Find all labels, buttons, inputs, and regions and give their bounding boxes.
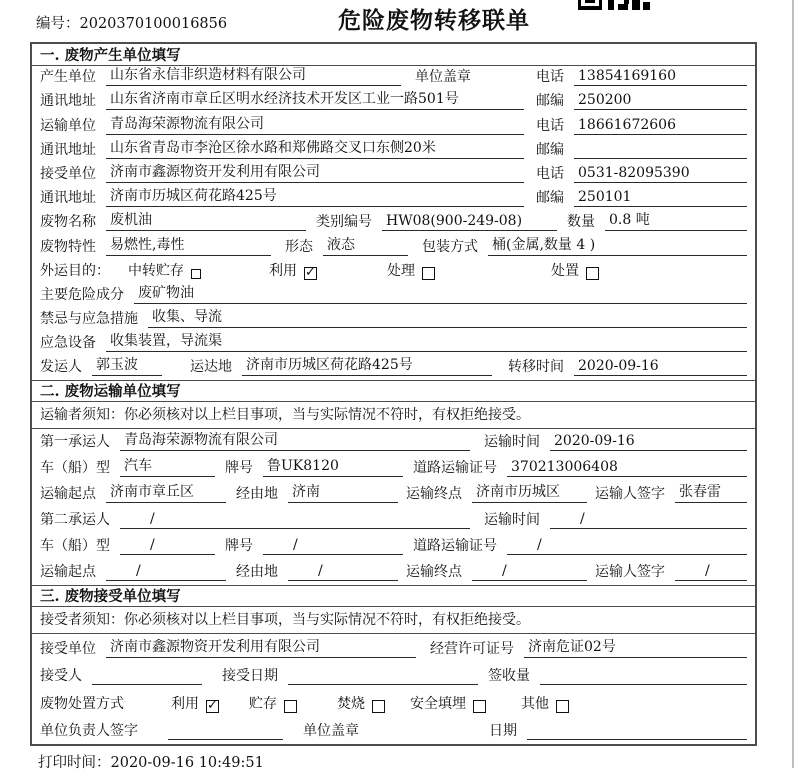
producer-address-left <box>40 88 536 110</box>
transporter-address-label: 通讯地址 <box>40 141 96 158</box>
acceptor-row <box>32 662 755 690</box>
disposal-option-landfill <box>410 693 486 713</box>
transporter-left <box>40 113 536 135</box>
disposal-option-utilize <box>171 693 219 713</box>
page-edge-line <box>792 0 794 768</box>
disposal-option-other-checkbox[interactable] <box>556 700 569 713</box>
carrier1-label: 第一承运人 <box>40 434 110 451</box>
license-label: 经营许可证号 <box>430 640 514 657</box>
purpose-row <box>32 260 755 284</box>
receiver-row <box>32 163 755 187</box>
shipper-time-label: 转移时间 <box>508 359 564 376</box>
vehicle1-row <box>32 455 755 481</box>
accept-unit-row <box>32 634 755 662</box>
transporter-phone-label: 电话 <box>536 117 564 134</box>
vehicle2-label: 车（船）型 <box>40 538 110 555</box>
section1-body <box>32 66 755 380</box>
section3-header: 三. 废物接受单位填写 <box>32 585 755 607</box>
responsible-signature-value <box>168 723 283 740</box>
serial-value: 2020370100016856 <box>79 16 228 32</box>
purpose-option-utilize <box>269 260 317 280</box>
accept-unit-value: 济南市鑫源物资开发利用有限公司 <box>106 636 416 658</box>
disposal-option-incinerate-checkbox[interactable] <box>372 700 385 713</box>
producer-phone-value: 13854169160 <box>574 68 747 86</box>
print-time <box>38 751 264 772</box>
transporter-value: 青岛海荣源物流有限公司 <box>106 113 524 135</box>
section1-header: 一. 废物产生单位填写 <box>32 44 755 66</box>
route1-start-label: 运输起点 <box>40 486 96 503</box>
carrier1-time-value: 2020-09-16 <box>550 433 747 451</box>
disposal-option-store-checkbox[interactable] <box>284 700 297 713</box>
transfer-form <box>30 42 757 746</box>
section3-body <box>32 607 755 744</box>
waste-traits-value: 易燃性,毒性 <box>106 234 271 256</box>
vehicle2-value: / <box>120 537 215 555</box>
route2-start-label: 运输起点 <box>40 564 96 581</box>
purpose-option-treat-label: 处理 <box>387 262 415 279</box>
waste-quantity-value: 0.8 吨 <box>605 209 747 231</box>
unit-stamp-label: 单位盖章 <box>303 723 359 740</box>
purpose-option-transfer-storage-label: 中转贮存 <box>128 262 184 279</box>
waste-category-label: 类别编号 <box>316 214 372 231</box>
receiver-zip-value: 250101 <box>574 189 747 207</box>
receiver-address-right <box>536 187 747 207</box>
route1-end-label: 运输终点 <box>406 486 462 503</box>
purpose-option-dispose-checkbox[interactable] <box>586 267 599 280</box>
vehicle2-row <box>32 533 755 559</box>
waste-traits-label: 废物特性 <box>40 238 96 255</box>
route2-row <box>32 559 755 585</box>
disposal-label: 废物处置方式 <box>40 695 124 712</box>
shipper-dest-value: 济南市历城区荷花路425号 <box>242 354 492 376</box>
hazard-value: 废矿物油 <box>134 282 747 304</box>
carrier2-value: / <box>120 511 470 529</box>
disposal-option-other-label: 其他 <box>521 695 549 712</box>
route1-via-value: 济南 <box>288 481 398 503</box>
disposal-option-landfill-label: 安全填埋 <box>410 695 466 712</box>
hazard-label: 主要危险成分 <box>40 286 124 303</box>
purpose-option-transfer-storage-checkbox[interactable] <box>191 269 201 279</box>
waste-quantity-label: 数量 <box>567 214 595 231</box>
producer-address-right <box>536 90 747 110</box>
producer-stamp-label: 单位盖章 <box>415 69 471 86</box>
vehicle2-plate-value: / <box>263 537 403 555</box>
equipment-value: 收集装置，导流渠 <box>106 330 747 352</box>
purpose-option-dispose <box>551 260 599 280</box>
route2-end-value: / <box>472 563 587 581</box>
route2-sign-value: / <box>675 563 747 581</box>
purpose-option-treat-checkbox[interactable] <box>422 267 435 280</box>
print-time-value: 2020-09-16 10:49:51 <box>110 755 264 771</box>
disposal-option-landfill-checkbox[interactable] <box>473 700 486 713</box>
accept-unit-label: 接受单位 <box>40 640 96 657</box>
purpose-label: 外运目的： <box>40 262 110 279</box>
carrier2-label: 第二承运人 <box>40 512 110 529</box>
producer-row <box>32 66 755 90</box>
route2-sign-label: 运输人签字 <box>595 564 665 581</box>
purpose-option-treat <box>387 260 435 280</box>
vehicle1-value: 汽车 <box>120 455 215 477</box>
producer-right <box>536 66 747 86</box>
vehicle1-plate-label: 牌号 <box>225 460 253 477</box>
producer-phone-label: 电话 <box>536 69 564 86</box>
vehicle1-permit-value: 370213006408 <box>507 459 747 477</box>
route1-sign-label: 运输人签字 <box>595 486 665 503</box>
transporter-address-right <box>536 139 747 159</box>
producer-address-value: 山东省济南市章丘区明水经济技术开发区工业一路501号 <box>106 88 524 110</box>
shipper-dest-label: 运达地 <box>190 359 232 376</box>
disposal-option-utilize-label: 利用 <box>171 695 199 712</box>
route2-end-label: 运输终点 <box>406 564 462 581</box>
purpose-option-utilize-checkbox[interactable] <box>304 267 317 280</box>
transporter-notice: 运输者须知：你必须核对以上栏目事项，当与实际情况不符时，有权拒绝接受。 <box>32 402 755 429</box>
disposal-option-incinerate <box>337 693 385 713</box>
producer-zip-value: 250200 <box>574 92 747 110</box>
producer-zip-label: 邮编 <box>536 93 564 110</box>
receiver-zip-label: 邮编 <box>536 190 564 207</box>
route1-start-value: 济南市章丘区 <box>106 481 226 503</box>
serial-number <box>36 12 227 33</box>
measures-value: 收集、导流 <box>148 306 747 328</box>
receiver-label: 接受单位 <box>40 165 96 182</box>
producer-address-row <box>32 90 755 114</box>
waste-category-value: HW08(900-249-08) <box>382 213 557 231</box>
receiver-left <box>40 161 536 183</box>
waste-form-label: 形态 <box>285 238 313 255</box>
equipment-label: 应急设备 <box>40 335 96 352</box>
transporter-zip-value <box>574 142 747 159</box>
carrier1-value: 青岛海荣源物流有限公司 <box>120 429 470 451</box>
route1-row <box>32 481 755 507</box>
producer-address-label: 通讯地址 <box>40 93 96 110</box>
disposal-row <box>32 689 755 717</box>
signature-row <box>32 717 755 745</box>
stamp-date-label: 日期 <box>489 723 517 740</box>
transporter-address-left <box>40 137 536 159</box>
signed-quantity-value <box>540 668 747 685</box>
producer-left <box>40 64 536 86</box>
stamp-date-value <box>527 723 747 740</box>
waste-traits-row <box>32 235 755 259</box>
disposal-option-utilize-checkbox[interactable] <box>206 700 219 713</box>
producer-label: 产生单位 <box>40 69 96 86</box>
acceptor-label: 接受人 <box>40 668 82 685</box>
section2-body <box>32 402 755 585</box>
vehicle1-permit-label: 道路运输证号 <box>413 460 497 477</box>
transporter-row <box>32 114 755 138</box>
transporter-address-row <box>32 139 755 163</box>
route1-via-label: 经由地 <box>236 486 278 503</box>
signed-quantity-label: 签收量 <box>488 668 530 685</box>
receiver-address-value: 济南市历城区荷花路425号 <box>106 185 524 207</box>
waste-pack-label: 包装方式 <box>422 238 478 255</box>
transporter-label: 运输单位 <box>40 117 96 134</box>
route1-end-value: 济南市历城区 <box>472 481 587 503</box>
receiver-address-row <box>32 187 755 211</box>
vehicle2-permit-value: / <box>507 537 747 555</box>
carrier2-time-label: 运输时间 <box>484 512 540 529</box>
purpose-option-transfer-storage <box>128 260 201 280</box>
waste-pack-value: 桶(金属,数量 4 ) <box>488 234 747 256</box>
measures-row <box>32 308 755 332</box>
disposal-option-incinerate-label: 焚烧 <box>337 695 365 712</box>
accept-date-label: 接受日期 <box>222 668 278 685</box>
purpose-option-utilize-label: 利用 <box>269 262 297 279</box>
vehicle1-label: 车（船）型 <box>40 460 110 477</box>
section2-header: 二. 废物运输单位填写 <box>32 380 755 402</box>
receiver-notice: 接受者须知：你必须核对以上栏目事项，当与实际情况不符时，有权拒绝接受。 <box>32 607 755 634</box>
route1-sign-value: 张春雷 <box>675 481 747 503</box>
carrier1-time-label: 运输时间 <box>484 434 540 451</box>
print-time-label: 打印时间： <box>38 755 111 771</box>
waste-form-value: 液态 <box>323 234 408 256</box>
qr-code-fragment <box>578 0 650 10</box>
shipper-label: 发运人 <box>40 359 82 376</box>
disposal-option-store <box>249 693 297 713</box>
purpose-option-dispose-label: 处置 <box>551 262 579 279</box>
receiver-right <box>536 163 747 183</box>
equipment-row <box>32 332 755 356</box>
receiver-value: 济南市鑫源物资开发利用有限公司 <box>106 161 524 183</box>
disposal-option-store-label: 贮存 <box>249 695 277 712</box>
transporter-address-value: 山东省青岛市李沧区徐水路和郑佛路交叉口东侧20米 <box>106 137 524 159</box>
vehicle2-permit-label: 道路运输证号 <box>413 538 497 555</box>
waste-name-label: 废物名称 <box>40 214 96 231</box>
page-title: 危险废物转移联单 <box>338 7 530 34</box>
receiver-address-label: 通讯地址 <box>40 190 96 207</box>
route2-via-value: / <box>288 563 398 581</box>
responsible-signature-label: 单位负责人签字 <box>40 723 138 740</box>
producer-value: 山东省永信非织造材料有限公司 <box>106 64 401 86</box>
acceptor-value <box>92 668 202 685</box>
waste-name-row <box>32 211 755 235</box>
transporter-phone-value: 18661672606 <box>574 117 747 135</box>
waste-name-value: 废机油 <box>106 209 306 231</box>
receiver-phone-value: 0531-82095390 <box>574 165 747 183</box>
shipper-row <box>32 356 755 380</box>
route2-via-label: 经由地 <box>236 564 278 581</box>
hazard-row <box>32 284 755 308</box>
vehicle1-plate-value: 鲁UK8120 <box>263 455 403 477</box>
measures-label: 禁忌与应急措施 <box>40 311 138 328</box>
receiver-phone-label: 电话 <box>536 165 564 182</box>
license-value: 济南危证02号 <box>524 636 747 658</box>
accept-date-value <box>288 668 478 685</box>
receiver-address-left <box>40 185 536 207</box>
route2-start-value: / <box>106 563 226 581</box>
shipper-time-value: 2020-09-16 <box>574 358 747 376</box>
shipper-value: 郭玉波 <box>92 354 162 376</box>
transporter-zip-label: 邮编 <box>536 141 564 158</box>
serial-label: 编号： <box>36 16 80 32</box>
carrier2-time-value: / <box>550 511 747 529</box>
carrier2-row <box>32 507 755 533</box>
carrier1-row <box>32 429 755 455</box>
disposal-option-other <box>521 693 569 713</box>
transporter-right <box>536 115 747 135</box>
vehicle2-plate-label: 牌号 <box>225 538 253 555</box>
